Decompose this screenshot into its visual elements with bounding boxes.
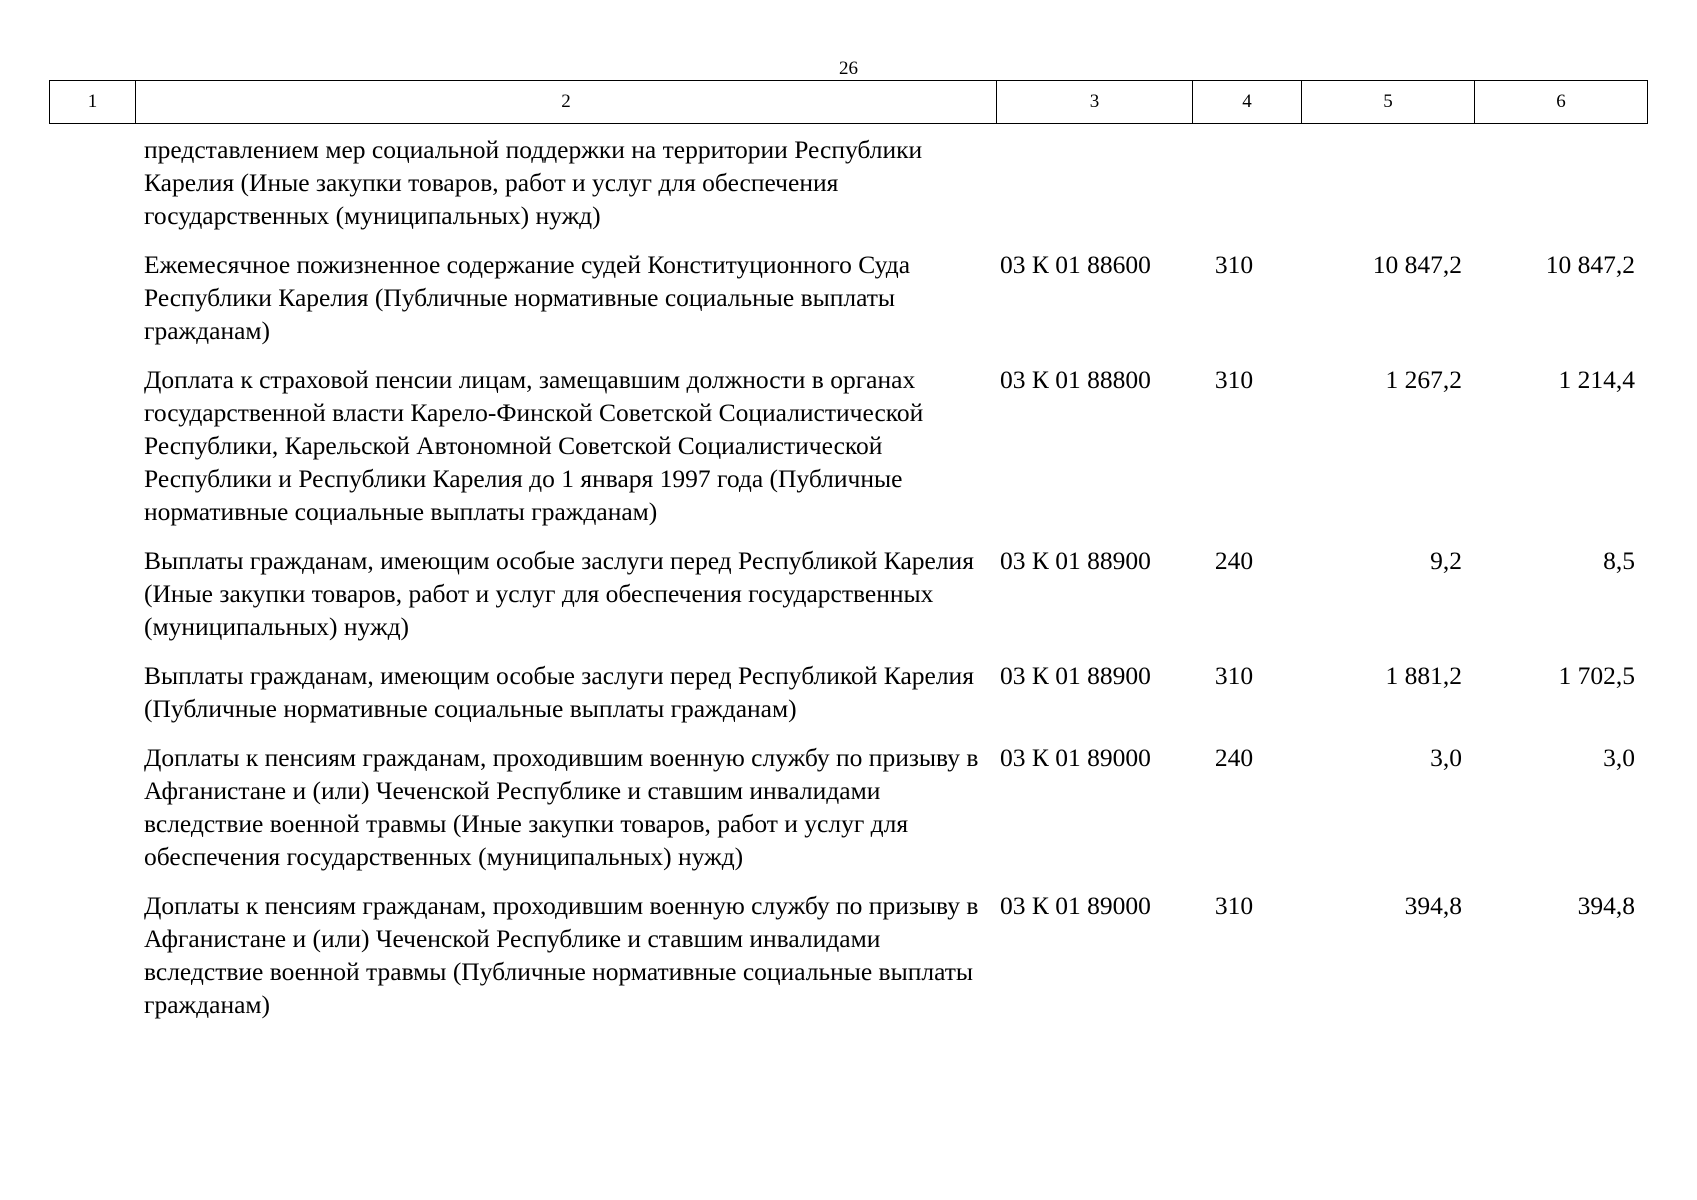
row-value-1: 10 847,2	[1372, 250, 1462, 279]
row-description: Выплаты гражданам, имеющим особые заслуги перед Республикой Карелия (Публичные нормативные социальные выплаты гражданам)	[144, 661, 974, 723]
column-header-row	[50, 81, 1648, 124]
column-header-6: 6	[1475, 81, 1648, 124]
row-value-1: 1 267,2	[1385, 365, 1462, 394]
row-type: 240	[1214, 743, 1254, 772]
row-description: представлением мер социальной поддержки на территории Республики Карелия (Иные закупки товаров, работ и услуг для обеспечения государственных (муниципальных) нужд)	[144, 135, 923, 230]
row-code: 03 К 01 88800	[1000, 365, 1151, 394]
row-type: 310	[1214, 365, 1254, 394]
column-header-1: 1	[50, 81, 136, 124]
row-description: Ежемесячное пожизненное содержание судей Конституционного Суда Республики Карелия (Публичные нормативные социальные выплаты гражданам)	[144, 250, 911, 345]
page-number: 26	[839, 58, 858, 79]
table-body	[0, 133, 1697, 1021]
column-header-2: 2	[136, 81, 997, 124]
row-value-1: 3,0	[1430, 743, 1462, 772]
row-value-1: 394,8	[1404, 891, 1462, 920]
table-row	[0, 659, 1697, 725]
table-row	[0, 363, 1697, 528]
row-code: 03 К 01 89000	[1000, 891, 1151, 920]
row-value-2: 1 214,4	[1558, 365, 1635, 394]
row-description: Доплата к страховой пенсии лицам, замещавшим должности в органах государственной власти Карело-Финской Советской Социалистической Республики, Карельской Автономной Советской Социалистической Республики и Республики Карелия до 1 января 1997 года (Публичные нормативные социальные выплаты гражданам)	[144, 365, 924, 526]
row-value-2: 1 702,5	[1558, 661, 1635, 690]
column-header-3: 3	[997, 81, 1193, 124]
row-type: 240	[1214, 546, 1254, 575]
row-code: 03 К 01 89000	[1000, 743, 1151, 772]
row-type: 310	[1214, 891, 1254, 920]
column-header-5: 5	[1302, 81, 1475, 124]
row-code: 03 К 01 88600	[1000, 250, 1151, 279]
table-row	[0, 889, 1697, 1021]
row-type: 310	[1214, 250, 1254, 279]
column-header-4: 4	[1193, 81, 1302, 124]
row-code: 03 К 01 88900	[1000, 546, 1151, 575]
row-value-1: 9,2	[1430, 546, 1462, 575]
table-row	[0, 741, 1697, 873]
row-value-1: 1 881,2	[1385, 661, 1462, 690]
table-row	[0, 544, 1697, 643]
row-value-2: 3,0	[1603, 743, 1635, 772]
column-header-table	[49, 80, 1648, 124]
row-type: 310	[1214, 661, 1254, 690]
table-row	[0, 248, 1697, 347]
row-value-2: 10 847,2	[1545, 250, 1635, 279]
row-value-2: 394,8	[1577, 891, 1635, 920]
row-description: Доплаты к пенсиям гражданам, проходившим военную службу по призыву в Афганистане и (или) Чеченской Республике и ставшим инвалидами вследствие военной травмы (Иные закупки товаров, работ и услуг для обеспечения государственных (муниципальных) нужд)	[144, 743, 979, 871]
row-description: Выплаты гражданам, имеющим особые заслуги перед Республикой Карелия (Иные закупки товаров, работ и услуг для обеспечения государственных (муниципальных) нужд)	[144, 546, 974, 641]
table-row	[0, 133, 1697, 232]
row-description: Доплаты к пенсиям гражданам, проходившим военную службу по призыву в Афганистане и (или) Чеченской Республике и ставшим инвалидами вследствие военной травмы (Публичные нормативные социальные выплаты гражданам)	[144, 891, 979, 1019]
row-value-2: 8,5	[1603, 546, 1635, 575]
row-code: 03 К 01 88900	[1000, 661, 1151, 690]
